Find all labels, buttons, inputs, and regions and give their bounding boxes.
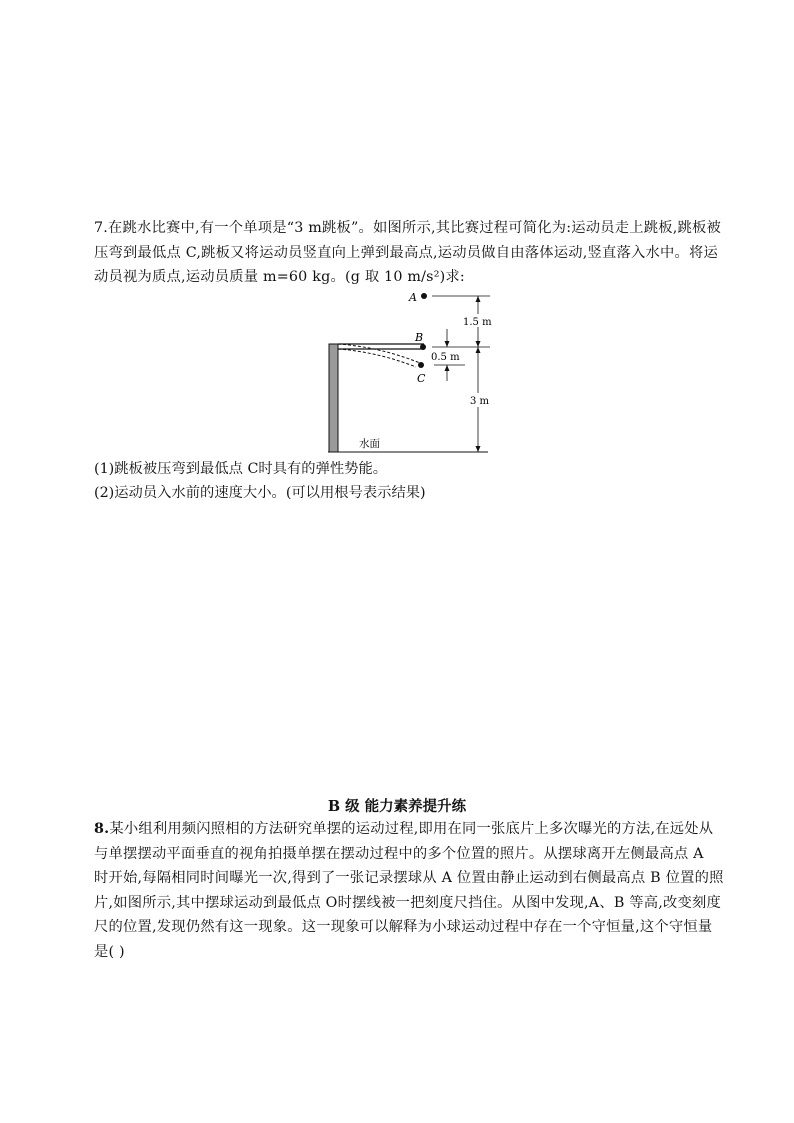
point-A — [421, 293, 427, 299]
q8-line-4: 片,如图所示,其中摆球运动到最低点 O时摆线被一把刻度尺挡住。从图中发现,A、B 等高,改变刻度 — [94, 894, 721, 911]
board-post — [329, 344, 338, 452]
point-C — [418, 362, 424, 368]
q7-subquestion-2: (2)运动员入水前的速度大小。(可以用根号表示结果) — [94, 485, 426, 501]
section-title: B 级 能力素养提升练 — [327, 798, 467, 815]
label-B: B — [415, 331, 424, 344]
question-7-text — [94, 216, 721, 290]
q8-line-6: 是( ) — [94, 943, 125, 960]
label-A: A — [409, 291, 417, 304]
q8-line-5: 尺的位置,发现仍然有这一现象。这一现象可以解释为小球运动过程中存在一个守恒量,这个守恒量 — [94, 919, 713, 935]
dim-1-5m: 1.5 m — [463, 317, 492, 328]
q8-line-3: 时开始,每隔相同时间曝光一次,得到了一张记录摆球从 A 位置由静止运动到右侧最高点 B 位置的照 — [94, 870, 724, 886]
q7-line-3: 动员视为质点,运动员质量 m=60 kg。(g 取 10 m/s²)求: — [94, 269, 465, 285]
q7-line-2: 压弯到最低点 C,跳板又将运动员竖直向上弹到最高点,运动员做自由落体运动,竖直落入水中。将运 — [94, 244, 718, 261]
label-C: C — [417, 372, 426, 385]
point-B — [420, 344, 426, 350]
dim-0-5m: 0.5 m — [431, 352, 460, 363]
q8-line-1-text: 某小组利用频闪照相的方法研究单摆的运动过程,即用在同一张底片上多次曝光的方法,在远处从 — [109, 821, 714, 837]
bent-board-lower — [338, 349, 416, 367]
question-8-text — [94, 817, 724, 964]
q7-line-1: 7.在跳水比赛中,有一个单项是“3 m跳板”。如图所示,其比赛过程可简化为:运动员走上跳板,跳板被 — [94, 220, 721, 236]
q8-line-2: 与单摆摆动平面垂直的视角拍摄单摆在摆动过程中的多个位置的照片。从摆球离开左侧最高点 A — [94, 845, 704, 862]
bent-board — [338, 344, 420, 363]
q8-number: 8. — [94, 821, 110, 837]
dim-3m: 3 m — [470, 396, 490, 407]
q8-line-1 — [94, 817, 714, 842]
diving-board-figure — [0, 285, 794, 455]
water-label: 水面 — [359, 438, 380, 450]
q7-subquestion-1: (1)跳板被压弯到最低点 C时具有的弹性势能。 — [94, 461, 388, 477]
